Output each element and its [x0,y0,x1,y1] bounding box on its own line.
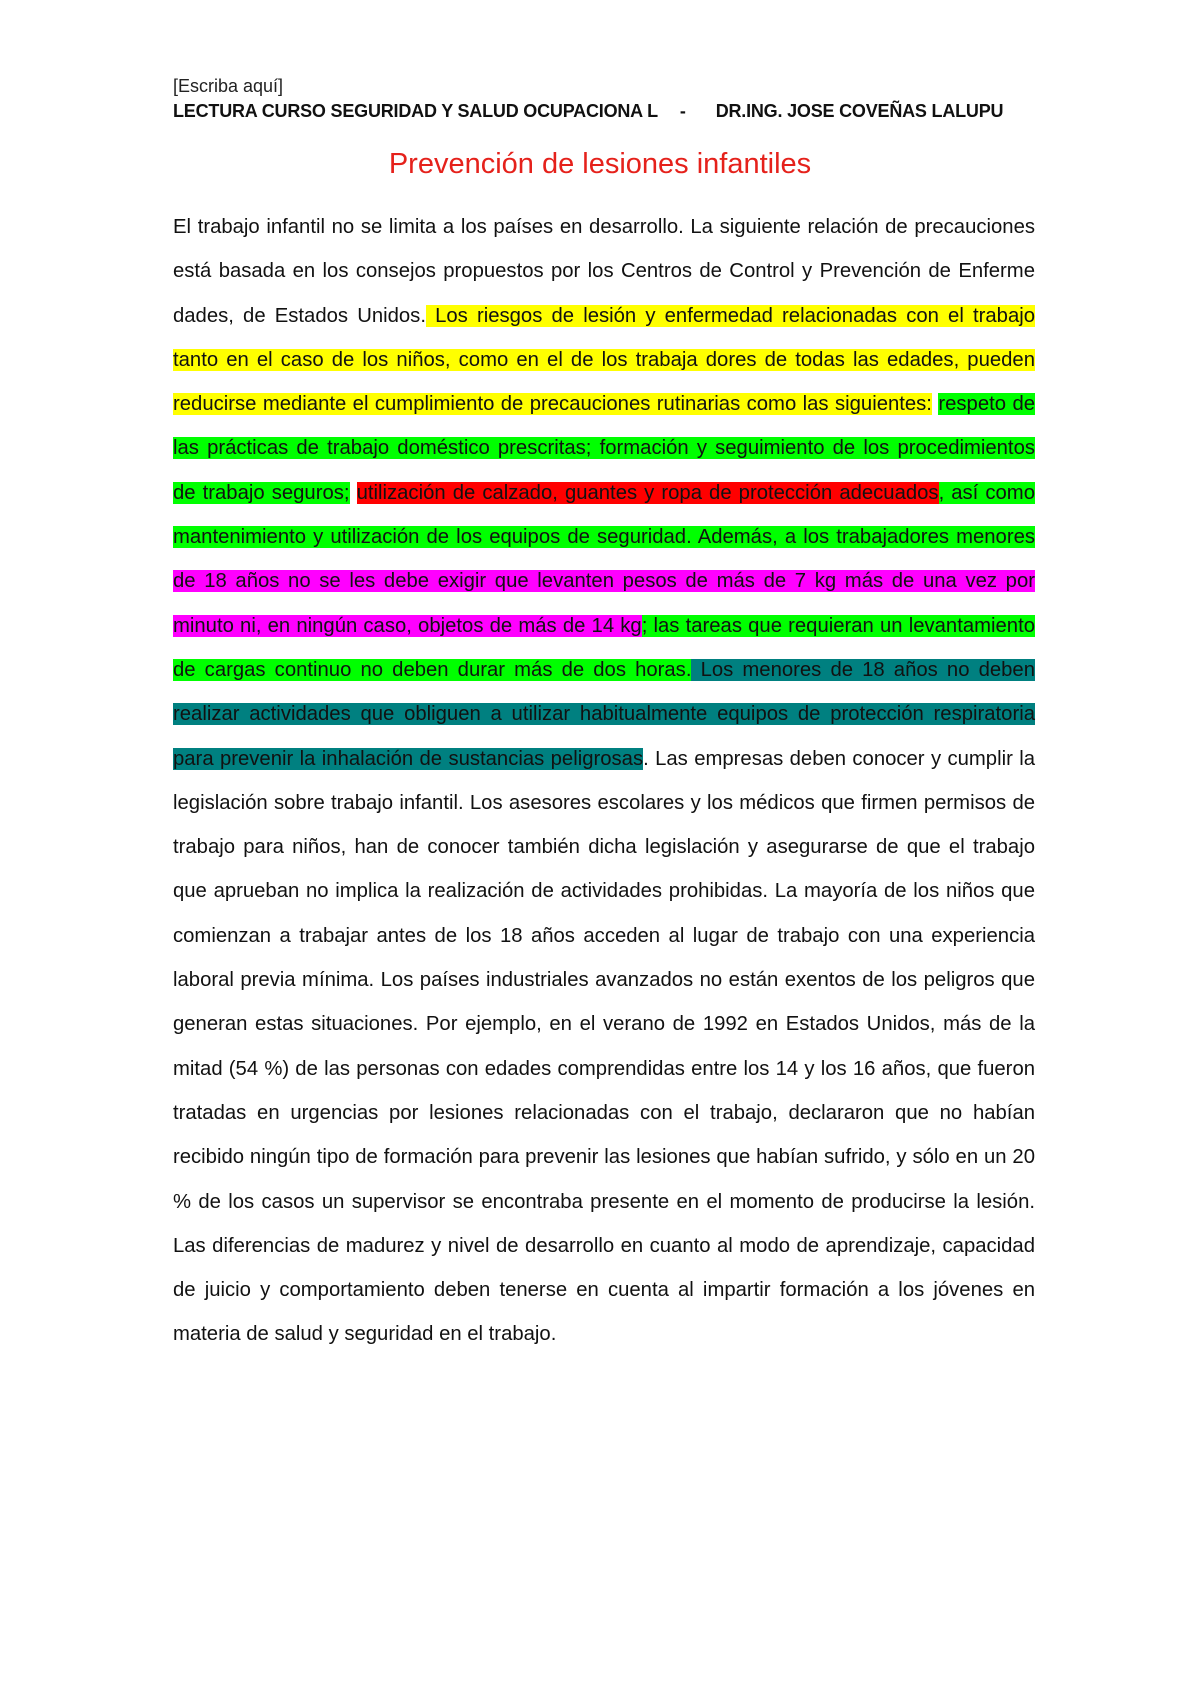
text-segment-highlight-magenta: de 18 años no se les debe exigir que levanten pesos de más de 7 kg más de una vez por minuto ni, en ningún caso, objetos de más de 14 kg [173,570,1035,637]
header-course: LECTURA CURSO SEGURIDAD Y SALUD OCUPACIONA L [173,101,658,121]
text-segment-highlight-green: , así como mantenimiento y utilización de los equipos de seguridad. Además, a los trabajadores menores [173,481,1035,549]
text-segment-highlight-green: respeto de las prácticas de trabajo doméstico prescritas; formación y seguimiento de los procedimientos de trabajo seguros; [173,393,1035,504]
page-title: Prevención de lesiones infantiles [388,148,812,180]
text-segment-plain: El trabajo infantil no se limita a los países en desarrollo. La siguiente relación de precauciones está basada en los consejos propuestos por los Centros de Control y Prevención de Enferme dades, de Estados Unidos. [173,216,1035,327]
header-placeholder[interactable]: [Escriba aquí] [173,76,284,96]
body-paragraph [173,205,1035,1357]
text-segment-highlight-red: utilización de calzado, guantes y ropa de protección adecuados [356,481,939,504]
text-segment-highlight-green: ; las tareas que requieran un levantamiento de cargas continuo no deben durar más de dos horas. [173,614,1035,681]
header-line [173,101,1033,122]
text-segment-plain: . Las empresas deben conocer y cumplir la legislación sobre trabajo infantil. Los asesores escolares y los médicos que firmen permisos de trabajo para niños, han de conocer también dicha legislación y asegurarse de que el trabajo que aprueban no implica la realización de actividades prohibidas. La mayoría de los niños que comienzan a trabajar antes de los 18 años acceden al lugar de trabajo con una experiencia laboral previa mínima. Los países industriales avanzados no están exentos de los peligros que generan estas situaciones. Por ejemplo, en el verano de 1992 en Estados Unidos, más de la mitad (54 %) de las personas con edades comprendidas entre los 14 y los 16 años, que fueron tratadas en urgencias por lesiones relacionadas con el trabajo, declararon que no habían recibido ningún tipo de formación para prevenir las lesiones que habían sufrido, y sólo en un 20 % de los casos un supervisor se encontraba presente en el momento de producirse la lesión. Las diferencias de madurez y nivel de desarrollo en cuanto al modo de aprendizaje, capacidad de juicio y comportamiento deben tenerse en cuenta al impartir formación a los jóvenes en materia de salud y seguridad en el trabajo. [173,747,1035,1346]
header-author: DR.ING. JOSE COVEÑAS LALUPU [715,101,1004,121]
text-segment-plain [350,482,357,504]
header-separator: - [679,101,686,121]
text-segment-highlight-yellow: Los riesgos de lesión y enfermedad relacionadas con el trabajo tanto en el caso de los niños, como en el de los trabaja dores de todas las edades, pueden reducirse mediante el cumplimiento de precauciones rutinarias como las siguientes: [173,304,1036,416]
text-segment-highlight-teal: Los menores de 18 años no deben realizar actividades que obliguen a utilizar habitualmente equipos de protección respiratoria para prevenir la inhalación de sustancias peligrosas [173,658,1035,770]
